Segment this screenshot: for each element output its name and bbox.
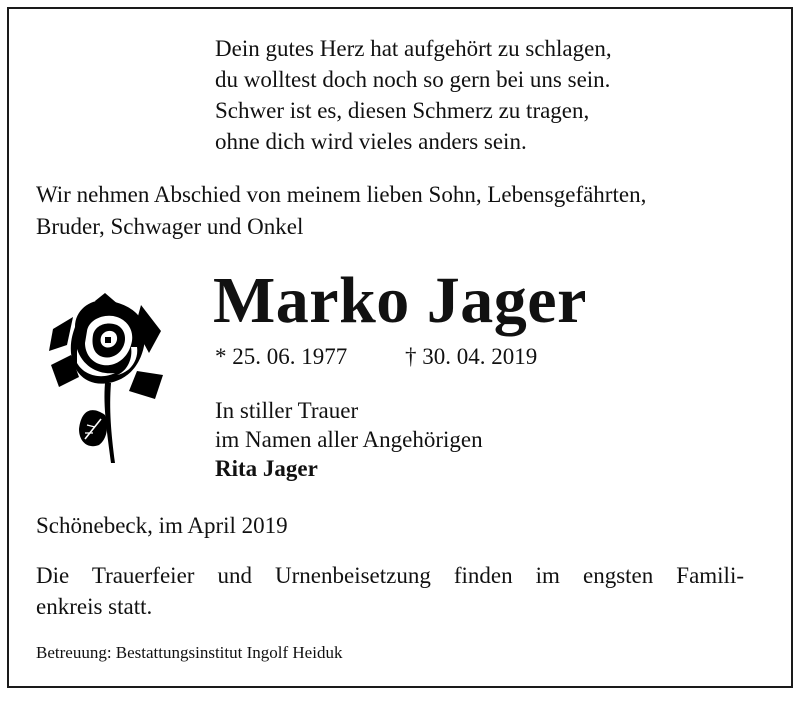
death-date: † 30. 04. 2019 — [405, 344, 538, 369]
ceremony-line: Die Trauerfeier und Urnenbeisetzung finden im engsten Famili- — [36, 563, 744, 588]
poem-line: Schwer ist es, diesen Schmerz zu tragen, — [215, 98, 590, 123]
birth-date: * 25. 06. 1977 — [215, 344, 348, 369]
poem — [215, 33, 612, 157]
funeral-home-credit: Betreuung: Bestattungsinstitut Ingolf Heiduk — [36, 643, 343, 662]
poem-line: du wolltest doch noch so gern bei uns sein. — [215, 67, 611, 92]
mourning-line: In stiller Trauer — [215, 398, 359, 423]
life-dates — [215, 342, 537, 372]
signatory-name: Rita Jager — [215, 456, 318, 481]
farewell-text — [36, 179, 646, 243]
rose-icon — [45, 287, 165, 467]
ceremony-line: enkreis statt. — [36, 594, 153, 619]
farewell-line: Bruder, Schwager und Onkel — [36, 214, 304, 239]
poem-line: ohne dich wird vieles anders sein. — [215, 129, 527, 154]
place-date: Schönebeck, im April 2019 — [36, 513, 288, 538]
ceremony-text — [36, 560, 744, 622]
poem-line: Dein gutes Herz hat aufgehört zu schlagen, — [215, 36, 612, 61]
farewell-line: Wir nehmen Abschied von meinem lieben Sohn, Lebensgefährten, — [36, 182, 647, 207]
relatives-line: im Namen aller Angehörigen — [215, 427, 483, 452]
obituary-notice — [7, 7, 793, 688]
mourners-block — [215, 396, 483, 483]
deceased-name: Marko Jager — [213, 264, 587, 337]
